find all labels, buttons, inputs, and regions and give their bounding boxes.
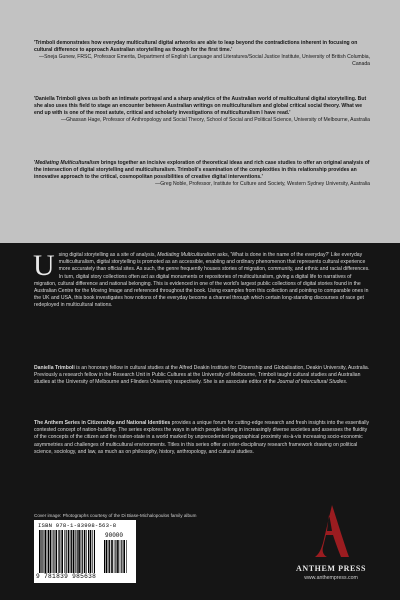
barcode-bar <box>59 530 60 573</box>
author-bio-text1: is an honorary fellow in cultural studies at the Alfred Deakin Institute for Citizenship and Globalisation, Deakin University, Australia. Previously a research fellow in the Research Unit in Public Cultures at the University of Melbourne, Trimboli taught cultural studies and Australian studies at the University of Melbourne and Flinders University respectively. She is an associate editor of the <box>34 365 370 386</box>
barcode-bar <box>68 530 70 573</box>
barcode-bar <box>94 530 95 573</box>
drop-cap: U <box>33 249 55 282</box>
endorsement-attribution: —Sneja Gunew, FRSC, Professor Emerita, Department of English Language and Literatures/Social Justice Institute, University of British Columbia, Canada <box>39 54 370 68</box>
publisher-name: ANTHEM PRESS <box>295 564 367 573</box>
isbn-label: ISBN 978-1-83998-563-8 <box>38 522 117 529</box>
barcode-bar <box>50 530 52 573</box>
journal-title: Journal of Intercultural Studies <box>277 379 346 386</box>
endorsement-attribution: —Greg Noble, Professor, Institute for Culture and Society, Western Sydney University, Australia <box>155 181 370 188</box>
barcode-bar <box>53 530 54 573</box>
barcode-bar <box>114 540 115 573</box>
price-barcode-bars <box>104 540 130 573</box>
barcode-bar <box>47 530 48 573</box>
barcode-bar <box>71 530 72 573</box>
barcode-bar <box>86 530 87 573</box>
barcode-bar <box>81 530 82 573</box>
endorsement-quote: 'Mediating Multiculturalism brings together an incisive exploration of theoretical ideas and rich case studies to offer an original analysis of the intersection of digital storytelling and multiculturalism. Trimboli's examination of the complexities in this relationship provides an innovative approach to the critical, cosmopolitan possibilities of creative digital interventions.' <box>34 160 370 181</box>
price-code: 90000 <box>105 532 124 539</box>
series-text: provides a unique forum for cutting-edge research and fresh insights into the essentially contested concept of nation-building. The series explores the ways in which people belong in increasingly diverse societies and assesses the fluidity of the concepts of the citizen and the nation-state in a world marked by unprecedented geographical proximity vis-à-vis increasing socio-economic asymmetries and challenges of multicultural environments. Titles in this series offer an inter-disciplinary research framework drawing on political science, sociology, and law, as much as on philosophy, history, anthropology, and cultural studies. <box>34 420 370 455</box>
barcode-bar <box>66 530 67 573</box>
barcode-bar <box>70 530 71 573</box>
barcode-bar <box>90 530 92 573</box>
barcode-bar <box>58 530 59 573</box>
author-bio-text2: . <box>345 379 348 386</box>
description-part2: asks, 'What is done in the name of the everyday?' Like everyday multiculturalism, digital storytelling is promoted as an accessible, enabling and ordinary phenomenon that represents cultural experience more accurately than official sites. As such, the genre frequently houses stories of migration, community, and ethnic and racial differences. In turn, digital story collections often act as digital monuments or repositories of multiculturalism, giving a digital life to narratives of migration, cultural difference and national belonging. This is evidenced in one of the world's largest public collections of digital stories found in the Australian Centre for the Moving Image and referenced throughout the book. Using examples from this collection and pointing to comparable ones in the UK and USA, this book investigates how notions of the everyday become a channel through which certain long-standing discourses of race get redeployed in multicultural nations. <box>34 252 370 309</box>
anthem-a-logo-icon <box>311 503 353 561</box>
barcode-bar <box>111 540 113 573</box>
barcode-bar <box>64 530 65 573</box>
barcode-bar <box>126 540 127 573</box>
series-description <box>34 420 370 456</box>
author-name: Daniella Trimboli <box>34 365 75 371</box>
endorsement-attribution: —Ghassan Hage, Professor of Anthropology and Social Theory, School of Social and Political Science, University of Melbourne, Australia <box>61 117 370 124</box>
publisher-url: www.anthempress.com <box>304 575 358 581</box>
barcode-bar <box>106 540 108 573</box>
barcode-bar <box>109 540 110 573</box>
endorsement-quote: 'Daniella Trimboli gives us both an intimate portrayal and a sharp analytics of the Australian world of multicultural digital storytelling. But she also uses this field to stage an encounter between Australian writings on multiculturalism and global critical social theory. What we end up with is one of the most astute, critical and scholarly investigations of multiculturalism I have read.' <box>34 96 367 117</box>
endorsement-quote-text: brings together an incisive exploration of theoretical ideas and rich case studies to offer an original analysis of the intersection of digital storytelling and multiculturalism. Trimboli's examination of the complexities in this relationship provides an innovative approach to the critical, cosmopolitan possibilities of creative digital interventions.' <box>34 160 370 181</box>
barcode-bar <box>108 540 109 573</box>
endorsement-gunew <box>34 40 370 68</box>
barcode-bar <box>115 540 116 573</box>
barcode-bar <box>82 530 83 573</box>
barcode-bar <box>123 540 125 573</box>
barcode-bar <box>78 530 80 573</box>
barcode-bar <box>56 530 58 573</box>
barcode-bar <box>84 530 86 573</box>
barcode-bar <box>48 530 49 573</box>
barcode-bar <box>73 530 75 573</box>
barcode-bar <box>121 540 122 573</box>
description-book-title: Mediating Multiculturalism <box>157 252 216 258</box>
endorsement-noble <box>34 160 370 188</box>
barcode-bar <box>39 530 41 573</box>
barcode-bar <box>52 530 53 573</box>
author-bio <box>34 365 370 387</box>
endorsements-panel <box>0 0 400 243</box>
barcode-bar <box>88 530 89 573</box>
barcode-bar <box>92 530 93 573</box>
barcode-bar <box>45 530 47 573</box>
isbn-barcode <box>34 520 136 583</box>
barcode-bar <box>42 530 43 573</box>
ean-barcode-bars <box>39 530 101 573</box>
barcode-bar <box>117 540 119 573</box>
barcode-bar <box>77 530 78 573</box>
cover-image-credit: Cover image: Photographs courtesy of the Di Biase-Michalopoulos family album <box>34 513 197 518</box>
book-description <box>33 249 370 310</box>
series-name: The Anthem Series in Citizenship and National Identities <box>34 420 171 426</box>
barcode-bar <box>120 540 121 573</box>
barcode-bar <box>75 530 76 573</box>
description-part1: sing digital storytelling as a site of analysis, <box>58 252 158 258</box>
endorsement-book-title: Mediating Multiculturalism <box>35 160 100 166</box>
endorsement-hage <box>34 96 370 124</box>
endorsement-quote: 'Trimboli demonstrates how everyday multicultural digital artworks are able to leap beyond the contradictions inherent in focusing on cultural difference to approach Australian storytelling as though for the first time.' <box>34 40 358 54</box>
barcode-bar <box>41 530 42 573</box>
isbn-digits: 9 781839 985638 <box>36 573 97 580</box>
barcode-bar <box>61 530 63 573</box>
barcode-bar <box>104 540 105 573</box>
